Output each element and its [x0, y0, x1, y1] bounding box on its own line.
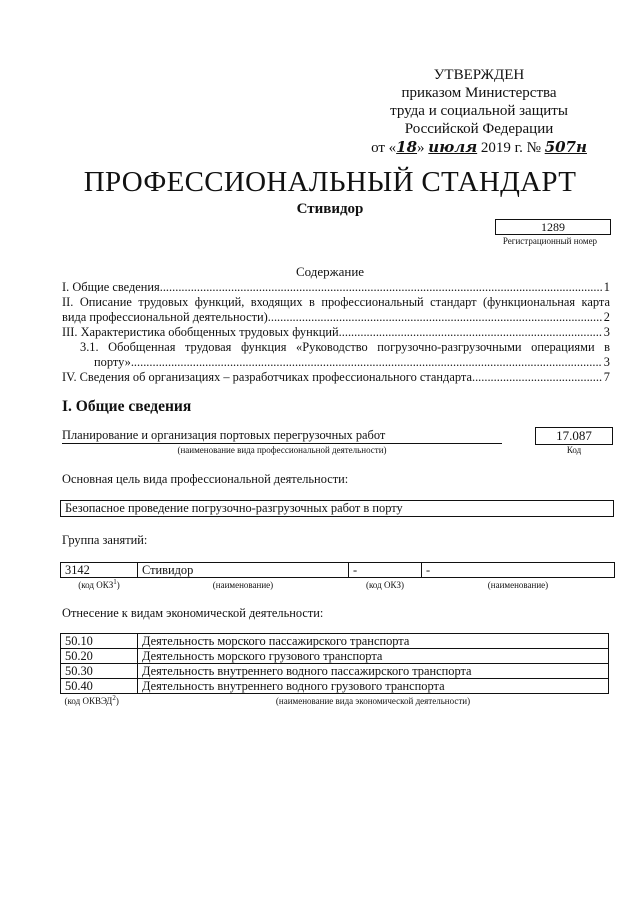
- date-prefix: от «: [371, 140, 397, 156]
- date-year: 2019 г. №: [477, 140, 545, 156]
- caption-okz: (код ОКЗ$^1$): [78, 578, 120, 590]
- approval-line2: приказом Министерства: [401, 85, 557, 101]
- activity-name: Планирование и организация портовых перегрузочных работ: [62, 428, 502, 444]
- occupation-name-2: -: [422, 563, 615, 578]
- toc-item-1[interactable]: I. Общие сведения ..... 1: [62, 280, 610, 295]
- toc-heading: Содержание: [295, 264, 365, 279]
- activity-code: 17.087: [535, 427, 613, 445]
- page-subtitle: Стивидор: [296, 201, 364, 217]
- date-month: июля: [428, 138, 478, 156]
- date-mid: »: [417, 140, 429, 156]
- goal-text: Безопасное проведение погрузочно-разгрузочных работ в порту: [60, 500, 614, 517]
- approval-line1: УТВЕРЖДЕН: [433, 67, 525, 83]
- toc-item-3-1[interactable]: 3.1. Обобщенная трудовая функция «Руководство погрузочно-разгрузочными операциями в порту» ..... 3: [62, 340, 610, 370]
- okved-table: [60, 633, 609, 708]
- group-label: Группа занятий:: [62, 533, 148, 547]
- table-row: 50.20 Деятельность морского грузового транспорта: [61, 649, 609, 664]
- caption-name: (наименование): [212, 580, 274, 590]
- okved-label: Отнесение к видам экономической деятельности:: [62, 606, 324, 620]
- approval-block: [358, 66, 600, 157]
- section-heading: I. Общие сведения: [62, 398, 192, 415]
- caption-name-2: (наименование): [487, 580, 549, 590]
- okz-code-2: -: [349, 563, 422, 578]
- table-row: 50.30 Деятельность внутреннего водного пассажирского транспорта: [61, 664, 609, 679]
- group-table: [60, 562, 615, 592]
- approval-date-line: [358, 138, 600, 157]
- approval-line3: труда и социальной защиты: [390, 103, 568, 119]
- caption-row: [61, 578, 615, 593]
- order-number: 507н: [544, 138, 587, 156]
- code-caption: Код: [566, 445, 582, 455]
- date-day: 18: [396, 138, 418, 156]
- table-row: [61, 563, 615, 578]
- toc-item-3[interactable]: III. Характеристика обобщенных трудовых функций ..... 3: [62, 325, 610, 340]
- caption-row: [61, 694, 609, 709]
- page-title: ПРОФЕССИОНАЛЬНЫЙ СТАНДАРТ: [83, 166, 577, 198]
- table-row: 50.10 Деятельность морского пассажирского транспорта: [61, 634, 609, 649]
- occupation-name-1: Стивидор: [138, 563, 349, 578]
- caption-okved-name: (наименование вида экономической деятельности): [275, 696, 471, 706]
- activity-caption: (наименование вида профессиональной деятельности): [177, 445, 387, 455]
- table-row: 50.40 Деятельность внутреннего водного грузового транспорта: [61, 679, 609, 694]
- okz-code-1: 3142: [61, 563, 138, 578]
- caption-okz-2: (код ОКЗ): [366, 580, 404, 590]
- registration-caption: Регистрационный номер: [502, 236, 598, 246]
- table-of-contents: [62, 280, 610, 385]
- toc-item-4[interactable]: IV. Сведения об организациях – разработчиках профессионального стандарта ..... 7: [62, 370, 610, 385]
- toc-item-2[interactable]: II. Описание трудовых функций, входящих в профессиональный стандарт (функциональная карта вида профессиональной деятельности) ..... 2: [62, 295, 610, 325]
- caption-okved: (код ОКВЭД$^2$): [64, 694, 119, 706]
- approval-line4: Российской Федерации: [404, 121, 554, 137]
- registration-number-box: 1289: [495, 219, 611, 235]
- goal-label: Основная цель вида профессиональной деятельности:: [62, 472, 349, 486]
